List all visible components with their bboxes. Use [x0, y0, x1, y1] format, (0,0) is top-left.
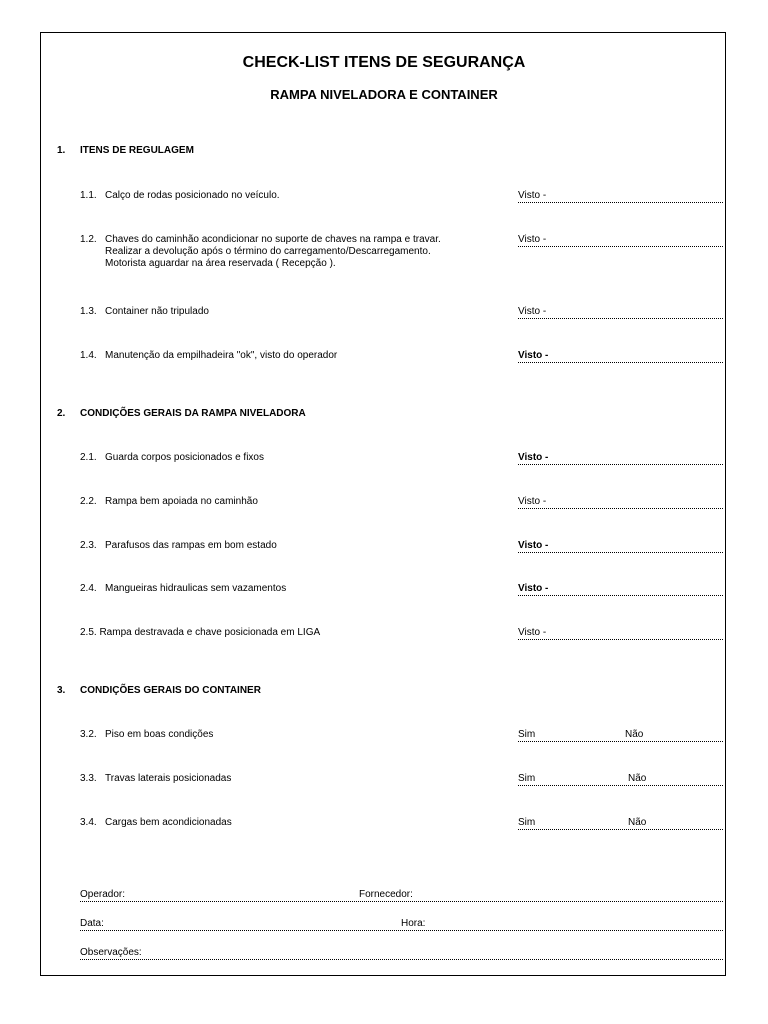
item-text-line: Motorista aguardar na área reservada ( Recepção ).	[105, 258, 336, 269]
sim-nao-field-3-4[interactable]	[518, 817, 723, 830]
hora-label: Hora:	[401, 918, 426, 929]
item-2-3	[80, 540, 277, 552]
item-number: 2.4.	[80, 583, 97, 594]
item-text: Parafusos das rampas em bom estado	[105, 540, 277, 551]
visto-field-2-5[interactable]: Visto -	[518, 627, 723, 640]
item-text: Manutenção da empilhadeira "ok", visto do operador	[105, 350, 338, 361]
item-text: Cargas bem acondicionadas	[105, 817, 232, 828]
visto-field-1-3[interactable]: Visto -	[518, 306, 723, 319]
sim-option[interactable]: Sim	[518, 773, 536, 784]
visto-field-1-2[interactable]: Visto -	[518, 234, 723, 247]
section-2-title: CONDIÇÕES GERAIS DA RAMPA NIVELADORA	[80, 408, 306, 419]
item-number: 1.3.	[80, 306, 97, 317]
item-2-2	[80, 496, 258, 508]
item-1-3	[80, 306, 209, 318]
item-text: Container não tripulado	[105, 306, 209, 317]
visto-field-1-4[interactable]: Visto -	[518, 350, 723, 363]
nao-option[interactable]: Não	[628, 817, 647, 828]
item-number: 1.1.	[80, 190, 97, 201]
visto-field-1-1[interactable]: Visto -	[518, 190, 723, 203]
document-title: CHECK-LIST ITENS DE SEGURANÇA	[242, 54, 526, 71]
item-text: Guarda corpos posicionados e fixos	[105, 452, 264, 463]
item-number: 3.4.	[80, 817, 97, 828]
section-2-number: 2.	[57, 408, 66, 419]
visto-field-2-2[interactable]: Visto -	[518, 496, 723, 509]
nao-option[interactable]: Não	[628, 773, 647, 784]
item-number: 2.3.	[80, 540, 97, 551]
item-1-2	[80, 234, 500, 274]
item-number: 2.1.	[80, 452, 97, 463]
item-3-4	[80, 817, 232, 829]
section-1-title: ITENS DE REGULAGEM	[80, 145, 194, 156]
visto-field-2-4[interactable]: Visto -	[518, 583, 723, 596]
section-1-number: 1.	[57, 145, 66, 156]
item-number: 1.4.	[80, 350, 97, 361]
fornecedor-label: Fornecedor:	[359, 889, 413, 900]
sim-nao-field-3-3[interactable]	[518, 773, 723, 786]
item-2-4	[80, 583, 286, 595]
item-text: Piso em boas condições	[105, 729, 214, 740]
item-2-5	[80, 627, 320, 639]
document-subtitle: RAMPA NIVELADORA E CONTAINER	[270, 87, 498, 102]
data-label: Data:	[80, 918, 104, 929]
sim-option[interactable]: Sim	[518, 817, 536, 828]
item-text-line: Realizar a devolução após o término do carregamento/Descarregamento.	[105, 246, 431, 257]
section-3-number: 3.	[57, 685, 66, 696]
data-hora-line[interactable]	[80, 918, 723, 931]
item-text: Travas laterais posicionadas	[105, 773, 232, 784]
visto-field-2-3[interactable]: Visto -	[518, 540, 723, 553]
item-text: Rampa bem apoiada no caminhão	[105, 496, 258, 507]
sim-nao-field-3-2[interactable]	[518, 729, 723, 742]
item-2-1	[80, 452, 264, 464]
item-3-3	[80, 773, 231, 785]
item-text: Mangueiras hidraulicas sem vazamentos	[105, 583, 287, 594]
operador-label: Operador:	[80, 889, 126, 900]
item-number: 3.3.	[80, 773, 97, 784]
section-3-title: CONDIÇÕES GERAIS DO CONTAINER	[80, 685, 261, 696]
item-1-4	[80, 350, 337, 362]
operador-fornecedor-line[interactable]	[80, 889, 723, 902]
item-text: 2.5. Rampa destravada e chave posicionada em LIGA	[80, 627, 321, 638]
item-text: Calço de rodas posicionado no veículo.	[105, 190, 280, 201]
item-number: 2.2.	[80, 496, 97, 507]
visto-field-2-1[interactable]: Visto -	[518, 452, 723, 465]
item-text-line: Chaves do caminhão acondicionar no suporte de chaves na rampa e travar.	[105, 234, 441, 245]
sim-option[interactable]: Sim	[518, 729, 536, 740]
item-1-1	[80, 190, 280, 202]
observacoes-label: Observações:	[80, 947, 142, 958]
item-3-2	[80, 729, 213, 741]
item-number: 3.2.	[80, 729, 97, 740]
nao-option[interactable]: Não	[625, 729, 644, 740]
observacoes-line[interactable]	[80, 947, 723, 960]
item-number: 1.2.	[80, 234, 97, 245]
